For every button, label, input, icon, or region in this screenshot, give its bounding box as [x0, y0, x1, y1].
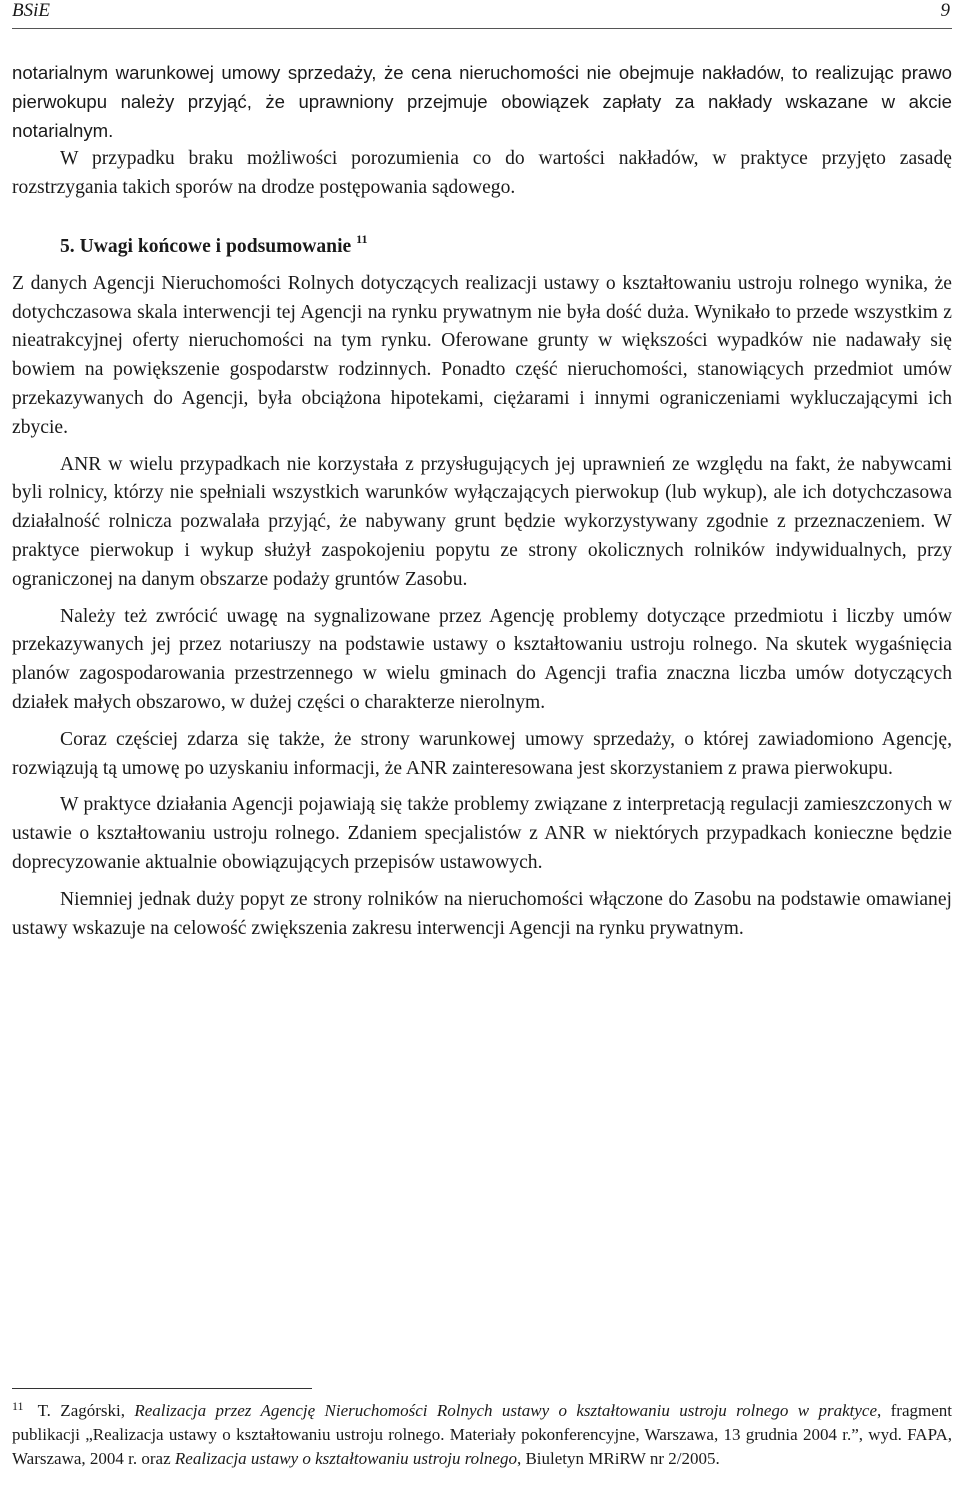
footnote-publication: , fragment publikacji „Realizacja ustawy o kształtowaniu ustroju rolnego. Materiały pokonferencyjne, Warszawa, 13 grudnia 2004 r.”, wyd. FAPA, Warszawa, 2004 r. oraz [12, 1401, 953, 1468]
running-header [12, 0, 952, 29]
body-paragraph: Należy też zwrócić uwagę na sygnalizowane przez Agencję problemy dotyczące przedmiotu i liczby umów przekazywanych jej przez notariuszy na podstawie ustawy o kształtowaniu ustroju rolnego. Na skutek wygaśnięcia planów zagospodarowania przestrzennego w wielu gminach do Agencji trafia znaczna liczba umów dotyczących działek małych obszarowo, w dużej części o charakterze nierolnym. [12, 605, 952, 713]
footnote-reference: 11 [356, 231, 368, 246]
body-text [12, 59, 952, 943]
body-paragraph: Z danych Agencji Nieruchomości Rolnych dotyczących realizacji ustawy o kształtowaniu ustroju rolnego wynika, że dotychczasowa skala interwencji tej Agencji na rynku prywatnym nie była dość duża. Wynikało to przede wszystkim z nieatrakcyjnej oferty nieruchomości na tym rynku. Oferowane grunty w większości wypadków nie nadawały się bowiem na powiększenie gospodarstw rodzinnych. Ponadto część nieruchomości, stanowiących przedmiot umów przekazywanych do Agencji, była obciążona hipotekami, ciężarami i innymi ograniczeniami wykluczającymi ich zbycie. [12, 272, 952, 438]
page-number: 9 [940, 0, 950, 21]
footnote-title: Realizacja przez Agencję Nieruchomości Rolnych ustawy o kształtowaniu ustroju rolnego w praktyce [134, 1401, 878, 1420]
section-heading-text: 5. Uwagi końcowe i podsumowanie [60, 235, 352, 257]
body-paragraph: Niemniej jednak duży popyt ze strony rolników na nieruchomości włączone do Zasobu na podstawie omawianej ustawy wskazuje na celowość zwiększenia zakresu interwencji Agencji na rynku prywatnym. [12, 888, 952, 939]
footnote-number: 11 [12, 1399, 24, 1413]
footnote-author: T. Zagórski, [37, 1401, 135, 1420]
footnote-separator [12, 1388, 312, 1389]
journal-name: BSiE [12, 0, 50, 21]
body-paragraph: ANR w wielu przypadkach nie korzystała z przysługujących jej uprawnień ze względu na fakt, że nabywcami byli rolnicy, którzy nie spełniali wszystkich warunków wyłączających pierwokup (lub wykup), ale ich dotychczasowa działalność rolnicza pozwalała przyjąć, że nabywany grunt będzie wykorzystywany zgodnie z przeznaczeniem. W praktyce pierwokup i wykup służył zaspokojeniu popytu ze strony okolicznych rolników indywidualnych, przy ograniczonej na danym obszarze podaży gruntów Zasobu. [12, 453, 952, 590]
footnote-bulletin: , Biuletyn MRiRW nr 2/2005. [516, 1449, 720, 1468]
footnote-second-title: Realizacja ustawy o kształtowaniu ustroju rolnego [174, 1449, 517, 1468]
section-heading [12, 233, 952, 262]
intro-paragraph: W przypadku braku możliwości porozumienia co do wartości nakładów, w praktyce przyjęto zasadę rozstrzygania takich sporów na drodze postępowania sądowego. [12, 148, 952, 199]
intro-paragraph: notarialnym warunkowej umowy sprzedaży, że cena nieruchomości nie obejmuje nakładów, to realizując prawo pierwokupu należy przyjąć, że uprawniony przejmuje obowiązek zapłaty za nakłady wskazane w akcie notarialnym. [12, 62, 952, 141]
body-paragraph: Coraz częściej zdarza się także, że strony warunkowej umowy sprzedaży, o której zawiadomiono Agencję, rozwiązują tą umowę po uzyskaniu informacji, że ANR zainteresowana jest skorzystaniem z prawa pierwokupu. [12, 728, 952, 779]
body-paragraph: W praktyce działania Agencji pojawiają się także problemy związane z interpretacją regulacji zamieszczonych w ustawie o kształtowaniu ustroju rolnego. Zdaniem specjalistów z ANR w niektórych przypadkach konieczne będzie doprecyzowanie aktualnie obowiązujących przepisów ustawowych. [12, 794, 952, 873]
footnote [12, 1399, 952, 1471]
